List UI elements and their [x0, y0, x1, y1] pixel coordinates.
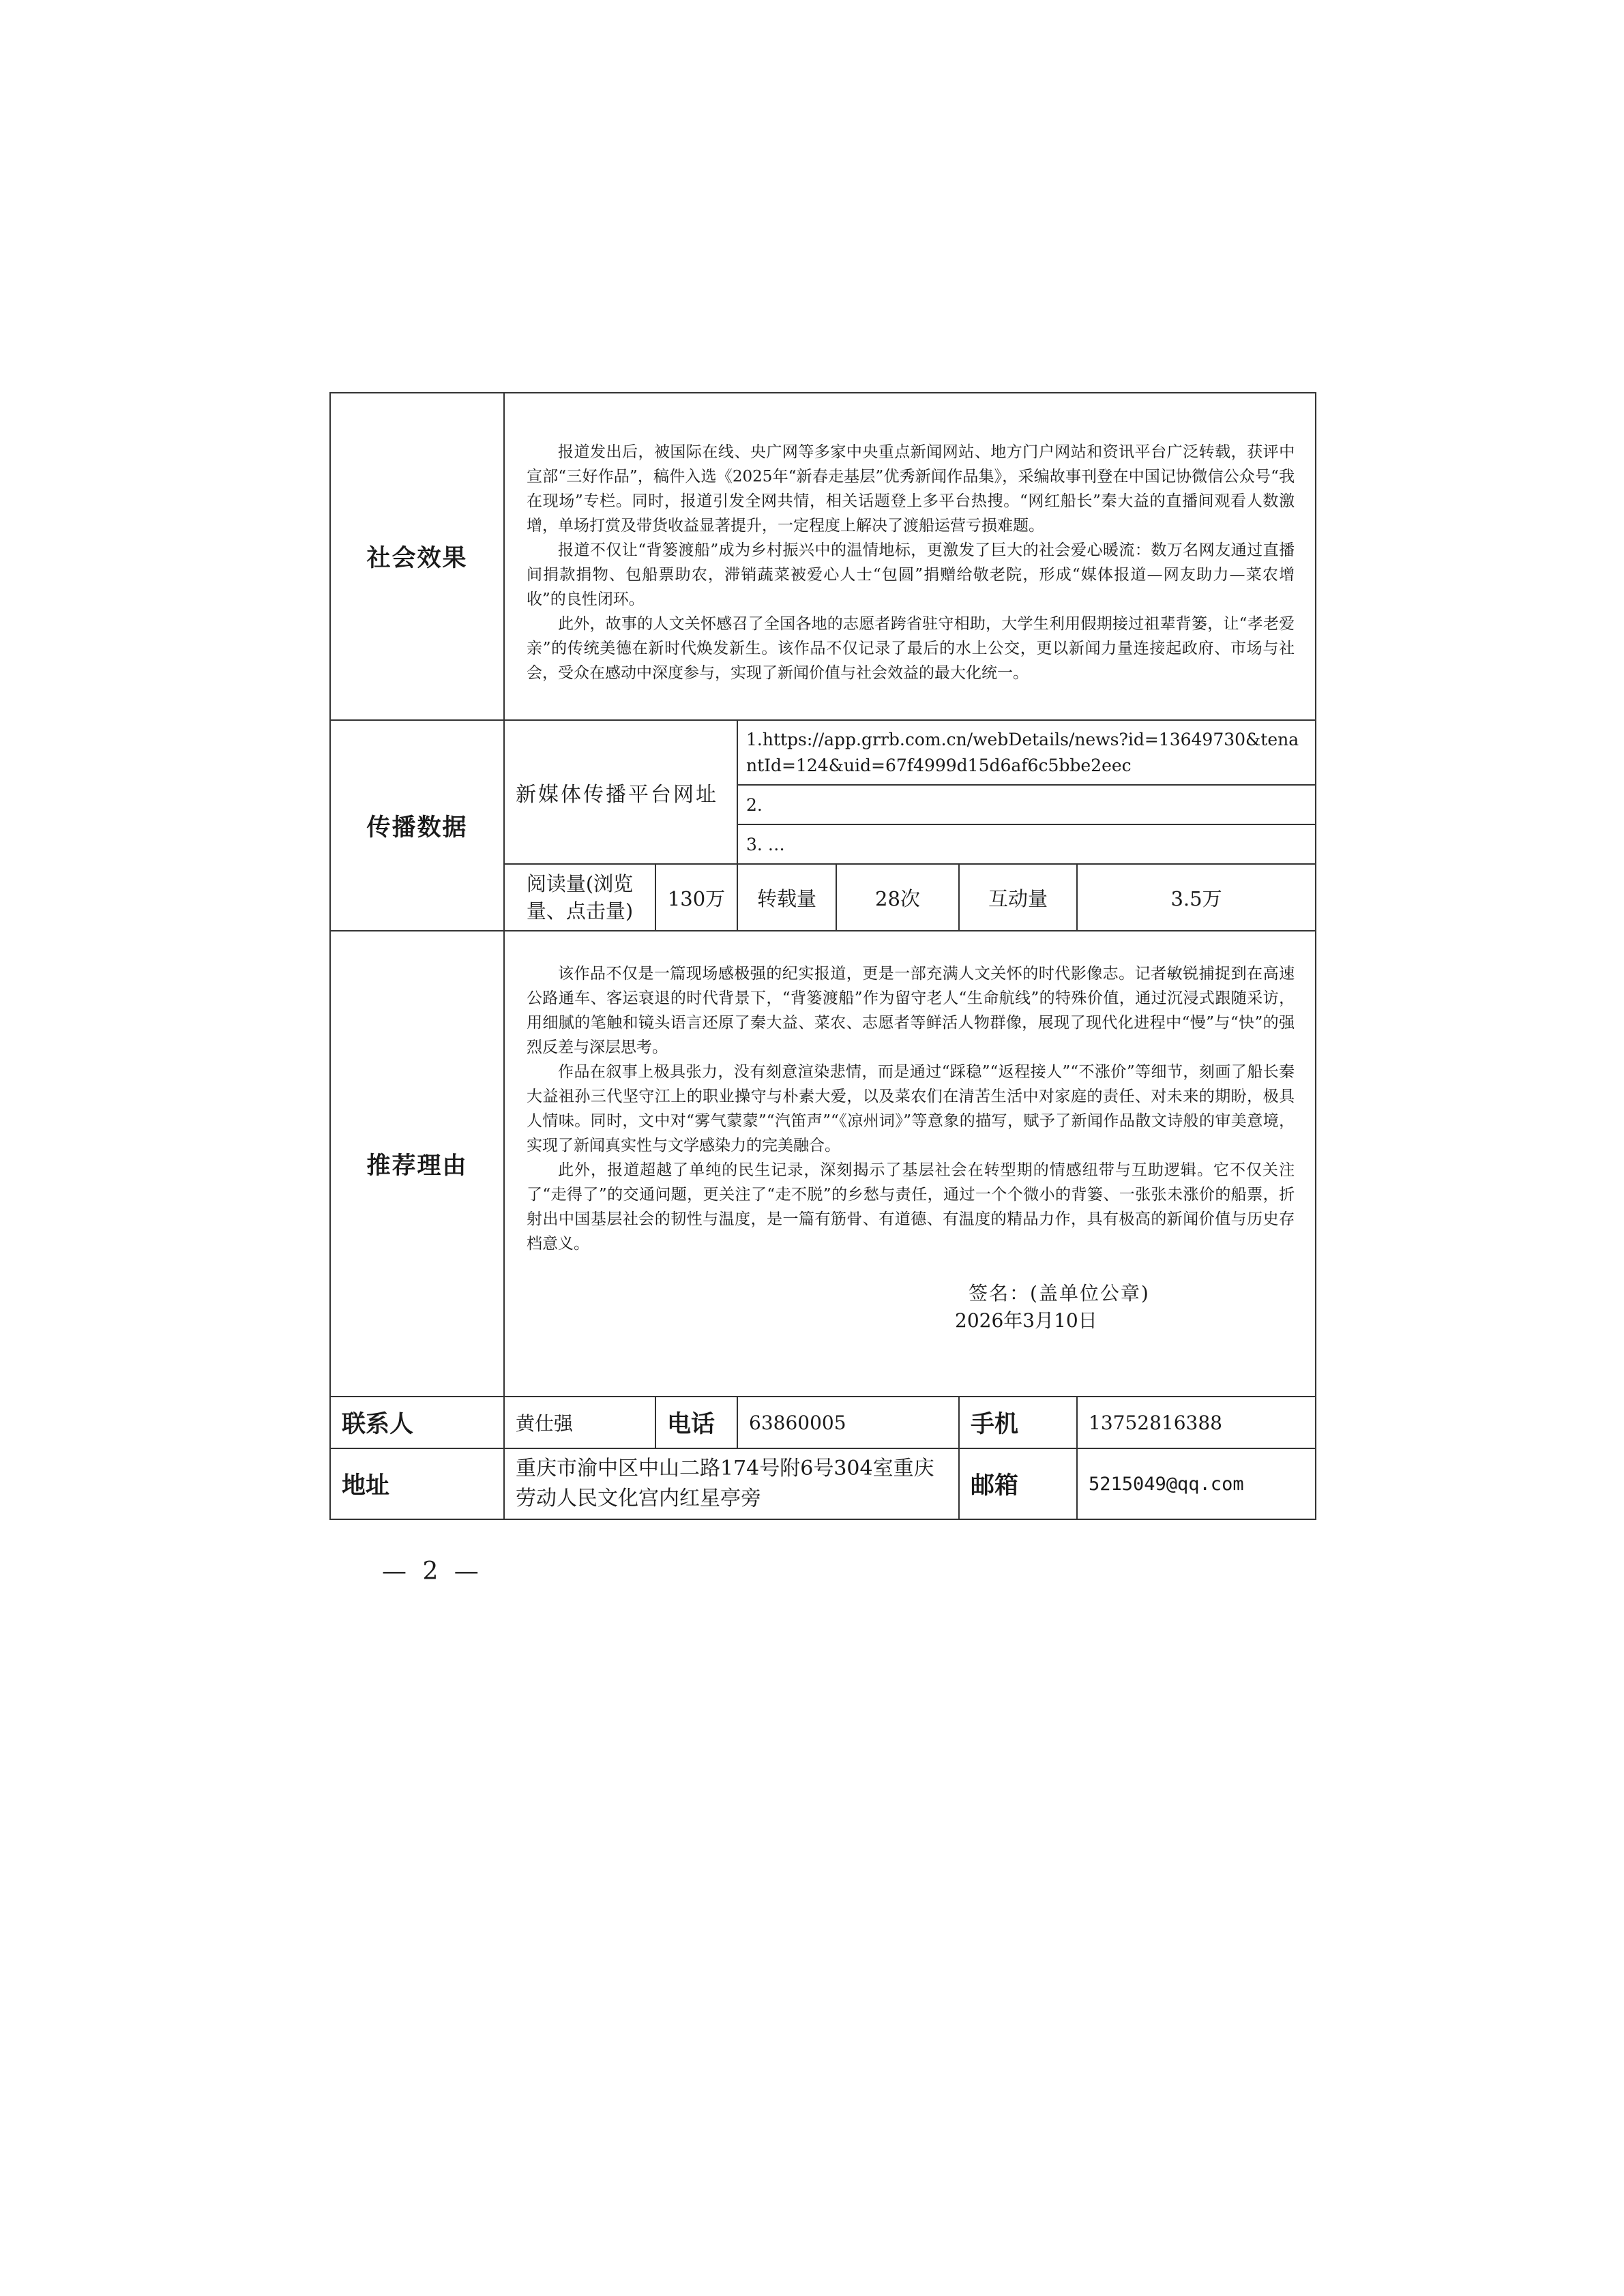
nomination-form-table — [329, 392, 1316, 1520]
recommendation-content — [504, 931, 1316, 1397]
phone-label: 电话 — [655, 1397, 737, 1448]
recommendation-label: 推荐理由 — [330, 931, 504, 1397]
interactions-value: 3.5万 — [1077, 864, 1316, 931]
signature-line: 签名：(盖单位公章) — [969, 1282, 1150, 1304]
mobile-value: 13752816388 — [1077, 1397, 1316, 1448]
reads-label: 阅读量(浏览量、点击量) — [504, 864, 655, 931]
signature-date: 2026年3月10日 — [955, 1309, 1097, 1332]
social-effect-paragraph-2: 报道不仅让“背篓渡船”成为乡村振兴中的温情地标，更激发了巨大的社会爱心暖流：数万名网友通过直播间捐款捐物、包船票助农，滞销蔬菜被爱心人士“包圆”捐赠给敬老院，形成“媒体报道—网友助力—菜农增收”的良性闭环。 — [527, 541, 1295, 608]
reads-value: 130万 — [655, 864, 737, 931]
social-effect-label: 社会效果 — [330, 393, 504, 720]
address-label: 地址 — [330, 1448, 504, 1519]
platform-url-2: 2. — [737, 785, 1316, 824]
recommendation-paragraph-1: 该作品不仅是一篇现场感极强的纪实报道，更是一部充满人文关怀的时代影像志。记者敏锐捕捉到在高速公路通车、客运衰退的时代背景下，“背篓渡船”作为留守老人“生命航线”的特殊价值，通过沉浸式跟随采访，用细腻的笔触和镜头语言还原了秦大益、菜农、志愿者等鲜活人物群像，展现了现代化进程中“慢”与“快”的强烈反差与深层思考。 — [527, 965, 1295, 1056]
address-value: 重庆市渝中区中山二路174号附6号304室重庆劳动人民文化宫内红星亭旁 — [504, 1448, 959, 1519]
reposts-value: 28次 — [836, 864, 959, 931]
reposts-label: 转载量 — [737, 864, 836, 931]
platform-url-1: 1.https://app.grrb.com.cn/webDetails/news?id=13649730&tenantId=124&uid=67f4999d15d6af6c5bbe2eec — [737, 720, 1316, 785]
spread-data-label: 传播数据 — [330, 720, 504, 931]
social-effect-content — [504, 393, 1316, 720]
phone-value: 63860005 — [737, 1397, 959, 1448]
email-label: 邮箱 — [959, 1448, 1077, 1519]
page-number: — 2 — — [382, 1557, 483, 1585]
recommendation-paragraph-2: 作品在叙事上极具张力，没有刻意渲染悲情，而是通过“踩稳”“返程接人”“不涨价”等细节，刻画了船长秦大益祖孙三代坚守江上的职业操守与朴素大爱，以及菜农们在清苦生活中对家庭的责任、对未来的期盼，极具人情味。同时，文中对“雾气蒙蒙”“汽笛声”“《凉州词》”等意象的描写，赋予了新闻作品散文诗般的审美意境，实现了新闻真实性与文学感染力的完美融合。 — [527, 1063, 1295, 1154]
recommendation-paragraph-3: 此外，报道超越了单纯的民生记录，深刻揭示了基层社会在转型期的情感纽带与互助逻辑。它不仅关注了“走得了”的交通问题，更关注了“走不脱”的乡愁与责任，通过一个个微小的背篓、一张张未涨价的船票，折射出中国基层社会的韧性与温度，是一篇有筋骨、有道德、有温度的精品力作，具有极高的新闻价值与历史存档意义。 — [527, 1161, 1295, 1253]
contact-person-label: 联系人 — [330, 1397, 504, 1448]
mobile-label: 手机 — [959, 1397, 1077, 1448]
social-effect-paragraph-3: 此外，故事的人文关怀感召了全国各地的志愿者跨省驻守相助，大学生利用假期接过祖辈背篓，让“孝老爱亲”的传统美德在新时代焕发新生。该作品不仅记录了最后的水上公交，更以新闻力量连接起政府、市场与社会，受众在感动中深度参与，实现了新闻价值与社会效益的最大化统一。 — [527, 615, 1295, 682]
email-value: 5215049@qq.com — [1077, 1448, 1316, 1519]
social-effect-paragraph-1: 报道发出后，被国际在线、央广网等多家中央重点新闻网站、地方门户网站和资讯平台广泛转载，获评中宣部“三好作品”，稿件入选《2025年“新春走基层”优秀新闻作品集》，采编故事刊登在中国记协微信公众号“我在现场”专栏。同时，报道引发全网共情，相关话题登上多平台热搜。“网红船长”秦大益的直播间观看人数激增，单场打赏及带货收益显著提升，一定程度上解决了渡船运营亏损难题。 — [527, 443, 1295, 535]
platform-url-label: 新媒体传播平台网址 — [504, 720, 737, 864]
interactions-label: 互动量 — [959, 864, 1077, 931]
contact-person-value: 黄仕强 — [504, 1397, 655, 1448]
platform-url-3: 3. … — [737, 824, 1316, 864]
